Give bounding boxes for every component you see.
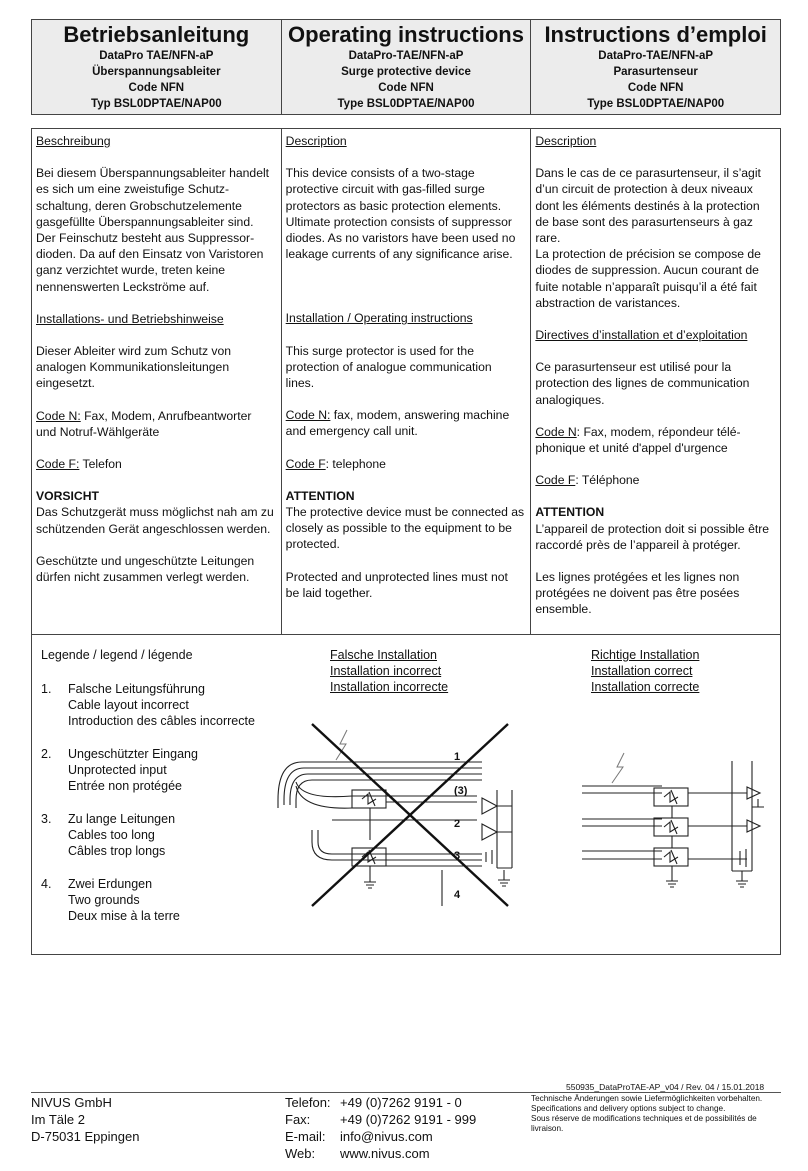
column-de bbox=[32, 129, 282, 634]
contact-label: Web: bbox=[285, 1146, 316, 1161]
legend-en: Cable layout incorrect bbox=[68, 698, 189, 713]
legend-fr: Deux mise à la terre bbox=[68, 909, 180, 924]
legend-de: Ungeschützter Eingang bbox=[68, 747, 198, 761]
legend-title: Legende / legend / légende bbox=[41, 648, 193, 662]
warning-title-en: ATTENTION bbox=[285, 488, 355, 503]
code-f-label-de: Code F: bbox=[36, 457, 80, 472]
note-en: Specifications and delivery options subject to change. bbox=[531, 1104, 726, 1113]
warning-de: Das Schutzgerät muss möglichst nah am zu schützenden Gerät angeschlossen werden. bbox=[36, 505, 274, 536]
code-f-label-fr: Code F bbox=[535, 473, 576, 488]
contact-label: Telefon: bbox=[285, 1095, 331, 1110]
code-n-label-fr: Code N bbox=[535, 424, 577, 439]
header-table bbox=[31, 19, 781, 115]
lines-de: Geschützte und ungeschützte Leitungen dürfen nicht zusammen verlegt werden. bbox=[36, 553, 255, 585]
column-en bbox=[282, 129, 532, 634]
label-2: 2 bbox=[454, 818, 461, 830]
company-city: D-75031 Eppingen bbox=[31, 1129, 140, 1144]
heading-description-de: Beschreibung bbox=[36, 134, 111, 148]
code-f-de bbox=[36, 456, 277, 472]
wrong-fr: Installation incorrecte bbox=[330, 680, 449, 695]
code-f-text-en: : telephone bbox=[325, 456, 386, 471]
description-de: Bei diesem Überspannungsableiter handelt es sich um eine zweistufige Schutz- schaltung, deren Grobschutzelemente gasgefüllte Überspannungsableiter sind. Der Feinschutz besteht aus Suppressor- dioden. Da auf den Einsatz von Varistoren ganz verzichtet wurde, treten keine nennenswerten Leckströme auf. bbox=[36, 166, 270, 294]
description-en: This device consists of a two-stage protective circuit with gas-filled surge protectors as basic protection elements. Ultimate protection consists of suppressor diodes. As no varistors have been used no leakage currents of any significance arise. bbox=[285, 166, 516, 262]
wrong-installation-diagram bbox=[272, 720, 552, 910]
contact-value: +49 (0)7262 9191 - 0 bbox=[340, 1095, 462, 1110]
product-type-en: Surge protective device bbox=[341, 66, 471, 78]
header-col-fr bbox=[531, 20, 780, 114]
legend-de: Zu lange Leitungen bbox=[68, 812, 176, 826]
description-fr: Dans le cas de ce parasurtenseur, il s’agit d’un circuit de protection à deux niveaux dont les éléments destinés à la protection de base sont des parasurtenseurs à gaz rare. La protection de précision se compose de diodes de suppression. Aucun courant de fuite notable n’apparaît puisqu’il a été fait abstraction de varistances. bbox=[535, 166, 761, 310]
heading-installation-en: Installation / Operating instructions bbox=[285, 311, 473, 326]
wrong-de: Falsche Installation bbox=[330, 648, 438, 662]
legend-fr: Introduction des câbles incorrecte bbox=[68, 714, 255, 729]
installation-de: Dieser Ableiter wird zum Schutz von analogen Kommunikationsleitungen eingesetzt. bbox=[36, 344, 232, 391]
legend-de: Zwei Erdungen bbox=[68, 877, 153, 891]
legend-text bbox=[68, 876, 180, 925]
right-en: Installation correct bbox=[591, 664, 693, 679]
legend-num: 3. bbox=[41, 812, 52, 826]
footer-divider bbox=[31, 1092, 781, 1093]
right-de: Richtige Installation bbox=[591, 648, 700, 662]
warning-title-fr: ATTENTION bbox=[535, 505, 605, 520]
heading-installation-de: Installations- und Betriebshinweise bbox=[36, 311, 224, 326]
column-fr bbox=[531, 129, 780, 634]
product-fr: DataPro-TAE/NFN-aP bbox=[598, 50, 714, 62]
legend-fr: Entrée non protégée bbox=[68, 779, 182, 794]
code-f-en bbox=[286, 456, 527, 472]
contact-info bbox=[285, 1094, 476, 1162]
installation-en: This surge protector is used for the protection of analogue communication lines. bbox=[285, 343, 492, 391]
legend-de: Falsche Leitungsführung bbox=[68, 682, 205, 696]
legend-num: 2. bbox=[41, 747, 52, 761]
contact-phone bbox=[285, 1094, 476, 1111]
code-f-fr bbox=[535, 472, 776, 488]
code-n-text-en: fax, modem, answering machine and emergency call unit. bbox=[285, 408, 510, 439]
code-n-text-de: Fax, Modem, Anrufbeantworter und Notruf-Wählgeräte bbox=[36, 408, 252, 439]
heading-description-en: Description bbox=[285, 134, 347, 148]
legend-en: Unprotected input bbox=[68, 763, 167, 778]
label-3-paren: (3) bbox=[454, 785, 468, 797]
legend-en: Two grounds bbox=[68, 893, 140, 908]
product-en: DataPro-TAE/NFN-aP bbox=[348, 50, 464, 62]
code-n-fr bbox=[535, 424, 776, 456]
title-de: Betriebsanleitung bbox=[63, 22, 250, 47]
code-n-de bbox=[36, 408, 277, 440]
legend-num: 1. bbox=[41, 682, 52, 696]
legal-notes bbox=[531, 1094, 781, 1134]
code-n-text-fr: : Fax, modem, répondeur télé- phonique et unité d'appel d'urgence bbox=[535, 424, 741, 456]
right-installation-diagram bbox=[572, 731, 772, 901]
warning-fr: L’appareil de protection doit si possible être raccordé près de l’appareil à protéger. bbox=[535, 521, 770, 552]
label-4: 4 bbox=[454, 889, 461, 901]
label-3: 3 bbox=[454, 850, 461, 862]
code-n-label-en: Code N: bbox=[285, 408, 331, 423]
title-en: Operating instructions bbox=[288, 22, 524, 47]
contact-value: +49 (0)7262 9191 - 999 bbox=[340, 1112, 477, 1127]
code-f-text-de: Telefon bbox=[79, 457, 122, 472]
legend-fr: Câbles trop longs bbox=[68, 844, 166, 859]
contact-value: www.nivus.com bbox=[340, 1146, 430, 1161]
note-fr: Sous réserve de modifications techniques et de possibilités de livraison. bbox=[531, 1114, 757, 1133]
code-de: Code NFN bbox=[128, 82, 185, 94]
contact-email bbox=[285, 1128, 476, 1145]
contact-label: Fax: bbox=[285, 1112, 311, 1127]
title-fr: Instructions d’emploi bbox=[544, 22, 767, 47]
label-1: 1 bbox=[454, 751, 461, 763]
lines-fr: Les lignes protégées et les lignes non protégées ne doivent pas être posées ensemble. bbox=[535, 570, 740, 617]
legend-text bbox=[68, 811, 175, 860]
warning-en: The protective device must be connected as closely as possible to the equipment to be protected. bbox=[285, 505, 525, 552]
legend-num: 4. bbox=[41, 877, 52, 891]
company-address bbox=[31, 1094, 139, 1145]
legend-text bbox=[68, 746, 198, 795]
code-en: Code NFN bbox=[378, 82, 434, 94]
right-fr: Installation correcte bbox=[591, 680, 700, 695]
type-en: Type BSL0DPTAE/NAP00 bbox=[337, 98, 475, 110]
code-n-label-de: Code N: bbox=[36, 408, 81, 423]
note-de: Technische Änderungen sowie Liefermöglichkeiten vorbehalten. bbox=[531, 1094, 763, 1103]
header-col-en bbox=[282, 20, 532, 114]
contact-label: E-mail: bbox=[285, 1129, 326, 1144]
company-street: Im Täle 2 bbox=[31, 1112, 85, 1127]
type-fr: Type BSL0DPTAE/NAP00 bbox=[587, 98, 725, 110]
document-reference: 550935_DataProTAE-AP_v04 / Rev. 04 / 15.01.2018 bbox=[566, 1082, 765, 1092]
header-col-de bbox=[32, 20, 282, 114]
legend-en: Cables too long bbox=[68, 828, 155, 843]
contact-web bbox=[285, 1145, 476, 1162]
product-de: DataPro TAE/NFN-aP bbox=[99, 50, 214, 62]
instructions-table bbox=[31, 128, 781, 635]
contact-value: info@nivus.com bbox=[340, 1129, 433, 1144]
contact-fax bbox=[285, 1111, 476, 1128]
heading-description-fr: Description bbox=[535, 134, 597, 148]
wrong-en: Installation incorrect bbox=[330, 664, 442, 679]
code-n-en bbox=[286, 407, 527, 439]
legend-section bbox=[31, 635, 781, 955]
company-name: NIVUS GmbH bbox=[31, 1095, 112, 1110]
warning-title-de: VORSICHT bbox=[36, 489, 99, 504]
code-f-label-en: Code F bbox=[285, 456, 326, 471]
legend-text bbox=[68, 681, 255, 730]
type-de: Typ BSL0DPTAE/NAP00 bbox=[91, 98, 222, 110]
product-type-fr: Parasurtenseur bbox=[613, 66, 698, 78]
installation-fr: Ce parasurtenseur est utilisé pour la protection des lignes de communication analogiques. bbox=[535, 360, 750, 407]
wrong-installation-heading bbox=[330, 647, 448, 696]
right-installation-heading bbox=[591, 647, 699, 696]
lines-en: Protected and unprotected lines must not be laid together. bbox=[285, 569, 508, 600]
heading-installation-fr: Directives d’installation et d’exploitation bbox=[535, 328, 748, 343]
code-f-text-fr: : Téléphone bbox=[575, 473, 640, 488]
code-fr: Code NFN bbox=[627, 82, 684, 94]
product-type-de: Überspannungsableiter bbox=[92, 66, 221, 78]
